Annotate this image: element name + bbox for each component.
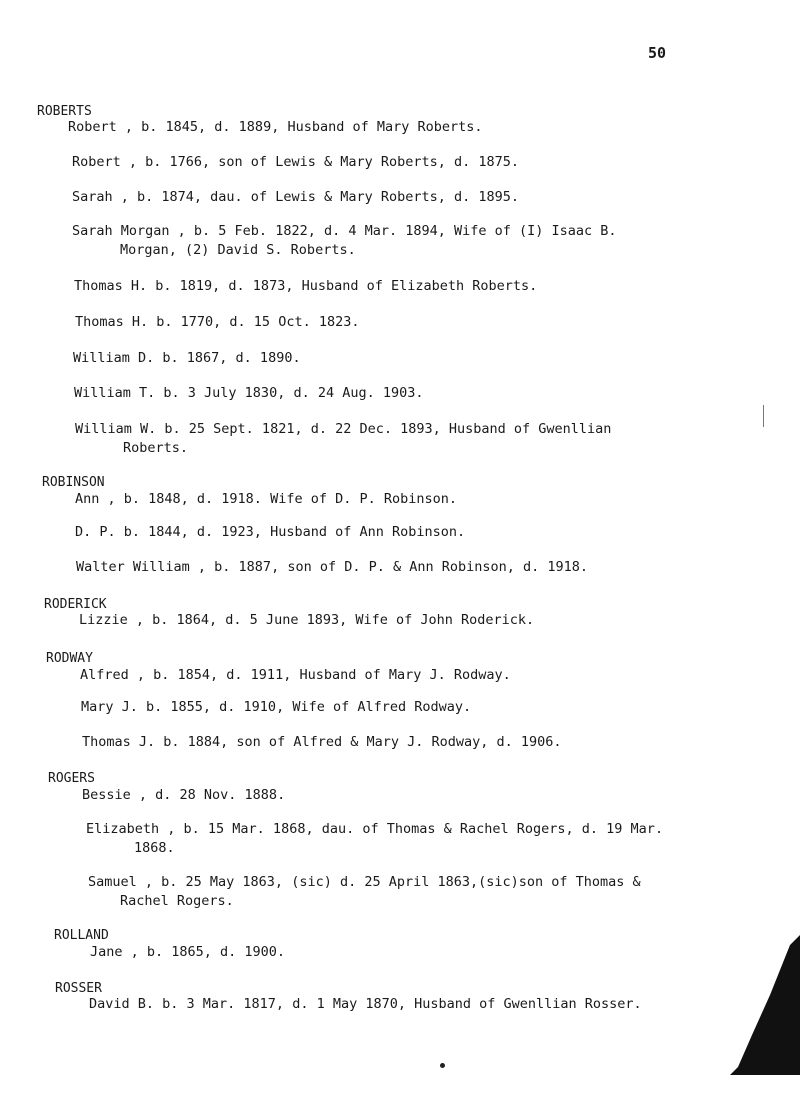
entry [74, 384, 424, 403]
entry [72, 222, 617, 260]
surname-heading: RODERICK [44, 597, 107, 612]
entry-line: Walter William , b. 1887, son of D. P. & Ann Robinson, d. 1918. [76, 559, 589, 575]
entry-line: William W. b. 25 Sept. 1821, d. 22 Dec. 1893, Husband of Gwenllian [75, 421, 612, 437]
surname-heading: ROGERS [48, 771, 95, 786]
entry-continuation: Morgan, (2) David S. Roberts. [120, 242, 356, 258]
entry-line: Thomas H. b. 1819, d. 1873, Husband of Elizabeth Roberts. [74, 278, 538, 294]
entry [86, 820, 663, 858]
entry-continuation: Roberts. [123, 440, 189, 456]
surname-heading: ROLLAND [54, 928, 109, 943]
entry-line: David B. b. 3 Mar. 1817, d. 1 May 1870, Husband of Gwenllian Rosser. [89, 996, 642, 1012]
entry-line: William T. b. 3 July 1830, d. 24 Aug. 1903. [74, 385, 424, 401]
entry-line: D. P. b. 1844, d. 1923, Husband of Ann Robinson. [75, 524, 466, 540]
entry-line: Ann , b. 1848, d. 1918. Wife of D. P. Robinson. [75, 491, 458, 507]
entry-line: Samuel , b. 25 May 1863, (sic) d. 25 April 1863,(sic)son of Thomas & [88, 874, 641, 890]
entry [81, 698, 471, 717]
entry [68, 118, 483, 137]
entry-line: Elizabeth , b. 15 Mar. 1868, dau. of Thomas & Rachel Rogers, d. 19 Mar. [86, 821, 664, 837]
page-number: 50 [648, 44, 667, 62]
entry [72, 153, 519, 172]
entry [75, 523, 465, 542]
entry [74, 277, 537, 296]
entry [89, 995, 642, 1014]
entry-continuation: 1868. [134, 840, 175, 856]
entry [75, 420, 611, 458]
surname-heading: ROBERTS [37, 104, 92, 119]
entry-line: Robert , b. 1845, d. 1889, Husband of Mary Roberts. [68, 119, 483, 135]
entry [75, 313, 359, 332]
surname-heading: ROBINSON [42, 475, 105, 490]
entry [82, 786, 285, 805]
entry [72, 188, 519, 207]
entry-line: Bessie , d. 28 Nov. 1888. [82, 787, 286, 803]
entry [76, 558, 588, 577]
entry [80, 666, 511, 685]
entry [82, 733, 562, 752]
scan-shadow [730, 935, 800, 1075]
entry [73, 349, 301, 368]
entry-continuation: Rachel Rogers. [120, 893, 234, 909]
entry-line: Thomas J. b. 1884, son of Alfred & Mary J. Rodway, d. 1906. [82, 734, 562, 750]
entry-line: Sarah Morgan , b. 5 Feb. 1822, d. 4 Mar. 1894, Wife of (I) Isaac B. [72, 223, 617, 239]
surname-heading: ROSSER [55, 981, 102, 996]
entry [88, 873, 641, 911]
surname-heading: RODWAY [46, 651, 93, 666]
entry-line: Jane , b. 1865, d. 1900. [90, 944, 286, 960]
entry [79, 611, 534, 630]
ink-dot [440, 1063, 445, 1068]
entry-line: Thomas H. b. 1770, d. 15 Oct. 1823. [75, 314, 360, 330]
entry-line: Sarah , b. 1874, dau. of Lewis & Mary Roberts, d. 1895. [72, 189, 520, 205]
entry [75, 490, 457, 509]
entry-line: Lizzie , b. 1864, d. 5 June 1893, Wife of John Roderick. [79, 612, 535, 628]
entry-line: Alfred , b. 1854, d. 1911, Husband of Mary J. Rodway. [80, 667, 511, 683]
entry-line: William D. b. 1867, d. 1890. [73, 350, 301, 366]
entry-line: Mary J. b. 1855, d. 1910, Wife of Alfred Rodway. [81, 699, 472, 715]
entry [90, 943, 285, 962]
margin-mark [763, 405, 764, 427]
entry-line: Robert , b. 1766, son of Lewis & Mary Roberts, d. 1875. [72, 154, 520, 170]
